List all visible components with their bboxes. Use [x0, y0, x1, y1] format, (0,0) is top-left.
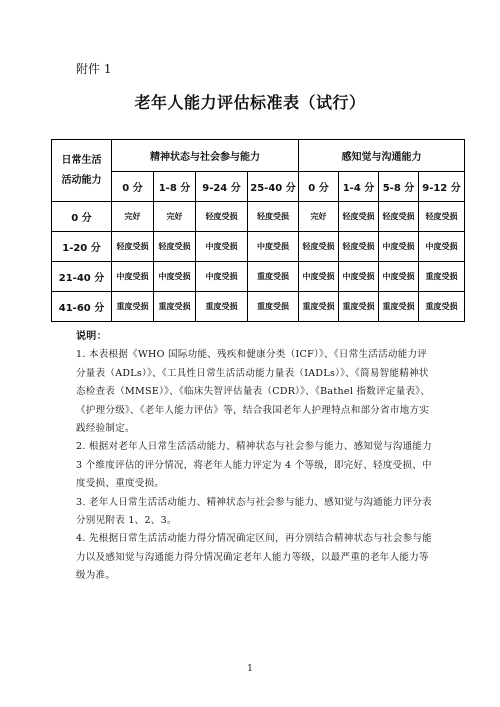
- table-cell: 轻度受损: [339, 232, 379, 262]
- col-header: 9-24 分: [196, 172, 248, 202]
- group-header-perception: 感知觉与沟通能力: [299, 140, 465, 172]
- row-label: 21-40 分: [52, 262, 112, 292]
- table-cell: 轻度受损: [196, 202, 248, 232]
- group-header-mental: 精神状态与社会参与能力: [112, 140, 299, 172]
- table-cell: 重度受损: [419, 262, 465, 292]
- table-cell: 中度受损: [112, 262, 154, 292]
- col-header: 0 分: [112, 172, 154, 202]
- col-header: 1-4 分: [339, 172, 379, 202]
- table-cell: 重度受损: [299, 292, 339, 322]
- row-label: 1-20 分: [52, 232, 112, 262]
- notes-section: [76, 328, 436, 586]
- row-label: 0 分: [52, 202, 112, 232]
- note-item: 2. 根据对老年人日常生活活动能力、精神状态与社会参与能力、感知觉与沟通能力 3 个维度评估的评分情况，将老年人能力评定为 4 个等级，即完好、轻度受损、中度受损、重度受损。: [76, 441, 432, 490]
- table-cell: 轻度受损: [339, 202, 379, 232]
- table-cell: 重度受损: [248, 262, 299, 292]
- page-number: 1: [247, 664, 253, 674]
- table-cell: 中度受损: [339, 262, 379, 292]
- table-cell: 重度受损: [379, 292, 419, 322]
- col-header: 25-40 分: [248, 172, 299, 202]
- table-cell: 中度受损: [379, 232, 419, 262]
- col-header: 5-8 分: [379, 172, 419, 202]
- table-cell: 中度受损: [379, 262, 419, 292]
- table-cell: 重度受损: [196, 292, 248, 322]
- table-cell: 轻度受损: [299, 232, 339, 262]
- col-header: 9-12 分: [419, 172, 465, 202]
- table-row: [52, 262, 465, 292]
- table-cell: 轻度受损: [419, 202, 465, 232]
- table-cell: 完好: [112, 202, 154, 232]
- table-cell: 重度受损: [112, 292, 154, 322]
- table-cell: 完好: [154, 202, 196, 232]
- table-cell: 重度受损: [419, 292, 465, 322]
- table-cell: 中度受损: [154, 262, 196, 292]
- table-cell: 轻度受损: [112, 232, 154, 262]
- note-item: 1. 本表根据《WHO 国际功能、残疾和健康分类（ICF）》、《日常生活活动能力评分量表（ADLs）》、《工具性日常生活活动能力量表（IADLs）》、《简易智能精神状态检查表（MMSE）》、《临床失智评估量表（CDR）》、《Bathel 指数评定量表》、《护理分级》、《老年人能力评估》等，结合我国老年人护理特点和部分省市地方实践经验制定。: [76, 349, 431, 435]
- table-cell: 中度受损: [248, 232, 299, 262]
- table-cell: 中度受损: [419, 232, 465, 262]
- table-row: [52, 232, 465, 262]
- page-title: 老年人能力评估标准表（试行）: [134, 93, 366, 112]
- corner-line-1: 日常生活: [61, 154, 102, 166]
- note-item: 3. 老年人日常生活活动能力、精神状态与社会参与能力、感知觉与沟通能力评分表分别见附表 1、2、3。: [76, 496, 432, 527]
- table-cell: 轻度受损: [248, 202, 299, 232]
- notes-heading: 说明：: [76, 331, 107, 342]
- table-cell: 中度受损: [196, 262, 248, 292]
- table-cell: 完好: [299, 202, 339, 232]
- assessment-table: [51, 139, 465, 322]
- table-cell: 重度受损: [248, 292, 299, 322]
- attachment-label: 附件 1: [76, 62, 112, 76]
- table-row: [52, 202, 465, 232]
- table-cell: 重度受损: [154, 292, 196, 322]
- corner-line-2: 活动能力: [61, 174, 102, 186]
- note-item: 4. 先根据日常生活活动能力得分情况确定区间，再分别结合精神状态与社会参与能力以及感知觉与沟通能力得分情况确定老年人能力等级，以最严重的老年人能力等级为准。: [76, 533, 432, 582]
- table-row: [52, 292, 465, 322]
- table-cell: 轻度受损: [379, 202, 419, 232]
- row-label: 41-60 分: [52, 292, 112, 322]
- corner-header: [52, 140, 112, 202]
- table-cell: 中度受损: [299, 262, 339, 292]
- col-header: 1-8 分: [154, 172, 196, 202]
- col-header: 0 分: [299, 172, 339, 202]
- table-cell: 轻度受损: [154, 232, 196, 262]
- table-cell: 中度受损: [196, 232, 248, 262]
- table-cell: 重度受损: [339, 292, 379, 322]
